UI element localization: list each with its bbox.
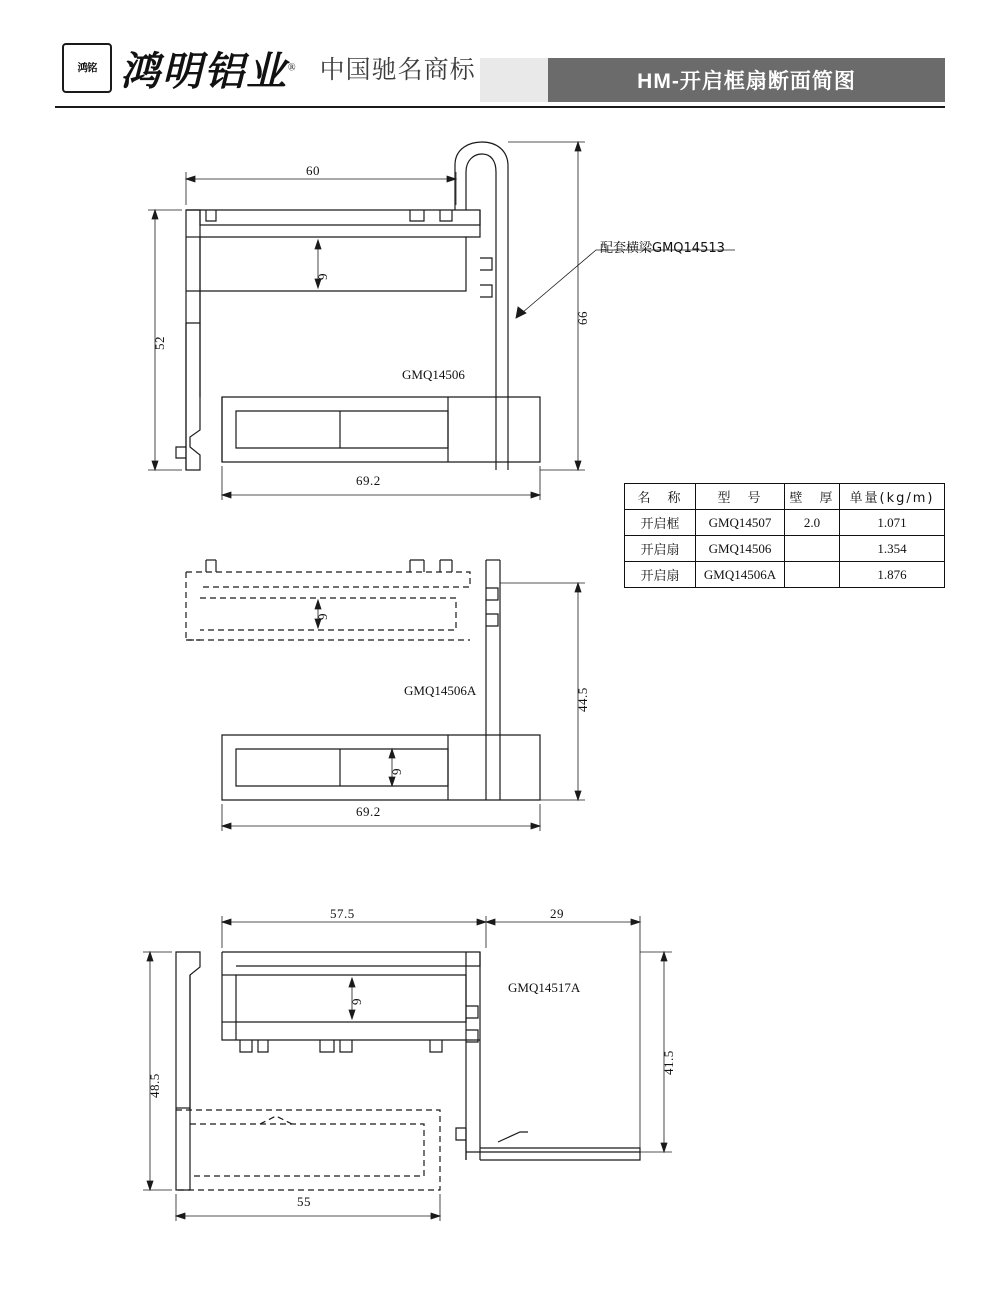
table-header-row xyxy=(625,484,945,510)
th-unit-weight: 单量(kg/m) xyxy=(840,484,945,510)
cell-thickness: 2.0 xyxy=(785,510,840,536)
spec-table xyxy=(624,483,945,588)
fig1-profile-code: GMQ14506 xyxy=(402,367,465,382)
cell-unit-weight: 1.354 xyxy=(840,536,945,562)
fig2-dim-inner-top: 9 xyxy=(315,613,330,620)
figure-2-dimensions xyxy=(222,583,585,831)
fig1-dim-top: 60 xyxy=(306,163,320,178)
fig2-dim-bottom: 69.2 xyxy=(356,804,381,819)
fig1-dim-left: 52 xyxy=(152,336,167,350)
fig1-dim-right: 66 xyxy=(575,311,590,325)
cell-model: GMQ14506A xyxy=(696,562,785,588)
figure-2-profile xyxy=(186,560,540,800)
fig3-dim-bottom: 55 xyxy=(297,1194,311,1209)
fig1-leader-label: 配套横梁GMQ14513 xyxy=(600,241,725,256)
cell-name: 开启扇 xyxy=(625,562,696,588)
fig1-dim-bottom: 69.2 xyxy=(356,473,381,488)
fig3-dim-right: 41.5 xyxy=(661,1050,676,1075)
cell-model: GMQ14506 xyxy=(696,536,785,562)
cell-unit-weight: 1.876 xyxy=(840,562,945,588)
fig3-dim-inner: 9 xyxy=(349,998,364,1005)
th-name: 名 称 xyxy=(625,484,696,510)
table-row xyxy=(625,536,945,562)
fig3-dim-left: 48.5 xyxy=(147,1073,162,1098)
cell-thickness xyxy=(785,562,840,588)
fig1-dim-inner: 9 xyxy=(315,273,330,280)
th-model: 型 号 xyxy=(696,484,785,510)
cell-unit-weight: 1.071 xyxy=(840,510,945,536)
th-thickness: 壁 厚 xyxy=(785,484,840,510)
seal-text: 鸿铭 xyxy=(77,61,97,74)
fig3-dim-top-right: 29 xyxy=(550,906,564,921)
registered-mark: ® xyxy=(288,62,298,74)
table-row xyxy=(625,510,945,536)
fig3-profile-code: GMQ14517A xyxy=(508,980,581,995)
cell-name: 开启框 xyxy=(625,510,696,536)
cell-thickness xyxy=(785,536,840,562)
fig2-profile-code: GMQ14506A xyxy=(404,683,477,698)
cell-name: 开启扇 xyxy=(625,536,696,562)
page-title: HM-开启框扇断面简图 xyxy=(548,58,945,102)
logo-word-text: 鸿明铝业 xyxy=(120,48,288,94)
logo-tagline: 中国驰名商标 xyxy=(319,55,476,84)
fig2-dim-inner-bottom: 9 xyxy=(389,768,404,775)
fig2-dim-right: 44.5 xyxy=(575,687,590,712)
fig3-dim-top-left: 57.5 xyxy=(330,906,355,921)
table-row xyxy=(625,562,945,588)
cell-model: GMQ14507 xyxy=(696,510,785,536)
figure-1-profile xyxy=(176,142,540,470)
